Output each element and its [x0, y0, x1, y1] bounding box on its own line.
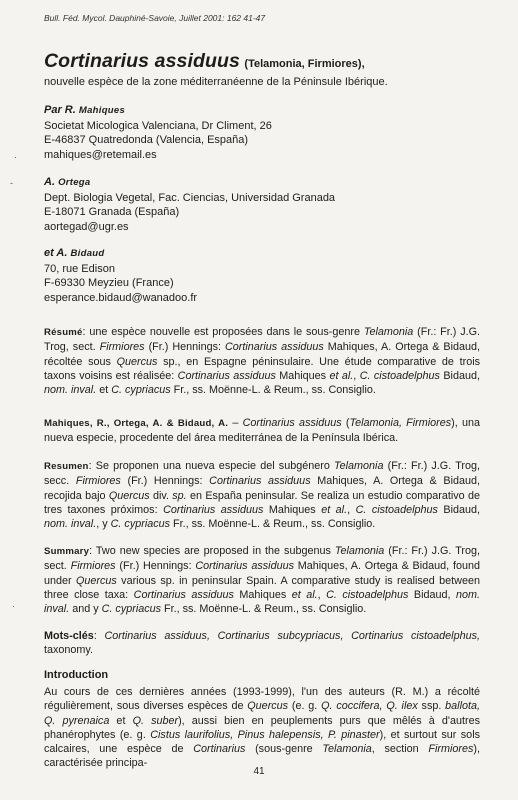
- resumen-paragraph: Resumen: Se proponen una nueva especie del subgénero Telamonia (Fr.: Fr.) J.G. Trog, secc. Firmiores (Fr.) Hennings: Cortinarius assiduus Mahiques, A. Ortega & Bidaud, recojida bajo Quercus div. sp. en España peninsular. Se realiza un estudio comparativo de tres taxones próximos: Cortinarius assiduus Mahiques et al., C. cistoadelphus Bidaud, nom. inval., y C. cypriacus Fr., ss. Moënne-L. & Reum., ss. Consiglio.: [44, 460, 480, 531]
- page-number: 41: [253, 766, 265, 777]
- resume-paragraph: Résumé: une espèce nouvelle est proposées dans le sous-genre Telamonia (Fr.: Fr.) J.G. Trog, sect. Firmiores (Fr.) Hennings: Cortinarius assiduus Mahiques, A. Ortega & Bidaud, récoltée sous Quercus sp., en Espagne péninsulaire. Une étude comparative de trois taxons voisins est réalisée: Cortinarius assiduus Mahiques et al., C. cistoadelphus Bidaud, nom. inval. et C. cypriacus Fr., ss. Moënne-L. & Reum., ss. Consiglio.: [44, 326, 481, 397]
- author-surname: Ortega: [58, 177, 91, 188]
- summary-paragraph: Summary: Two new species are proposed in the subgenus Telamonia (Fr.: Fr.) J.G. Trog, sect. Firmiores (Fr.) Hennings: Cortinarius assiduus Mahiques, A. Ortega & Bidaud, found under Quercus various sp. in peninsular Spain. A comparative study is realised between three close taxa: Cortinarius assiduus Mahiques et al., C. cistoadelphus Bidaud, nom. inval. and y C. cypriacus Fr., ss. Moënne-L. & Reum., ss. Consiglio.: [44, 545, 480, 616]
- author-block-2: A. Ortega Dept. Biologia Vegetal, Fac. Ciencias, Universidad Granada E-18071 Granada (España) aortegad@ugr.es: [44, 175, 474, 234]
- spanish-citation: Mahiques, R., Ortega, A. & Bidaud, A. – Cortinarius assiduus (Telamonia, Firmiores), una nueva especie, procedente del área mediterránea de la Península Ibérica.: [44, 417, 481, 445]
- article-title: [44, 50, 484, 88]
- author-address: F-69330 Meyzieu (France): [44, 277, 174, 289]
- running-header: Bull. Féd. Mycol. Dauphiné-Savoie, Juillet 2001: 162 41-47: [44, 13, 266, 23]
- title-classification: (Telamonia, Firmiores),: [244, 58, 365, 70]
- scan-speck: ·: [12, 601, 15, 611]
- author-email: esperance.bidaud@wanadoo.fr: [44, 291, 198, 304]
- author-email: aortegad@ugr.es: [44, 220, 129, 233]
- author-address: E-18071 Granada (España): [44, 206, 180, 218]
- title-species: Cortinarius assiduus: [44, 50, 240, 72]
- scan-speck: -: [10, 178, 13, 188]
- author-block-3: et A. Bidaud 70, rue Edison F-69330 Meyzieu (France) esperance.bidaud@wanadoo.fr: [44, 246, 474, 305]
- author-address: E-46837 Quatredonda (Valencia, España): [44, 134, 249, 146]
- author-surname: Mahiques: [78, 105, 126, 116]
- author-address: 70, rue Edison: [44, 262, 115, 275]
- introduction-heading: Introduction: [44, 669, 109, 681]
- title-subtitle: nouvelle espèce de la zone méditerranéenne de la Péninsule Ibérique.: [44, 76, 388, 88]
- author-block-1: Par R. Mahiques Societat Micologica Valenciana, Dr Climent, 26 E-46837 Quatredonda (Valencia, España) mahiques@retemail.es: [44, 103, 474, 162]
- author-affiliation: Dept. Biologia Vegetal, Fac. Ciencias, Universidad Granada: [44, 191, 336, 204]
- introduction-paragraph: Au cours de ces dernières années (1993-1999), l'un des auteurs (R. M.) a récolté régulièrement, sous diverses espèces de Quercus (e. g. Q. coccifera, Q. ilex ssp. ballota, Q. pyrenaica et Q. suber), aussi bien en peuplements purs que mêlés à d'autres phanérophytes (e. g. Cistus laurifolius, Pinus halepensis, P. pinaster), et surtout sur sols calcaires, une espèce de Cortinarius (sous-genre Telamonia, section Firmiores), caractérisée principa-: [44, 686, 480, 770]
- author-affiliation: Societat Micologica Valenciana, Dr Climent, 26: [44, 119, 272, 132]
- author-surname: Bidaud: [70, 248, 105, 259]
- scan-speck: ·: [14, 152, 17, 162]
- author-email: mahiques@retemail.es: [44, 148, 157, 161]
- keywords-paragraph: Mots-clés: Cortinarius assiduus, Cortinarius subcypriacus, Cortinarius cistoadelphus, taxonomy.: [44, 630, 480, 657]
